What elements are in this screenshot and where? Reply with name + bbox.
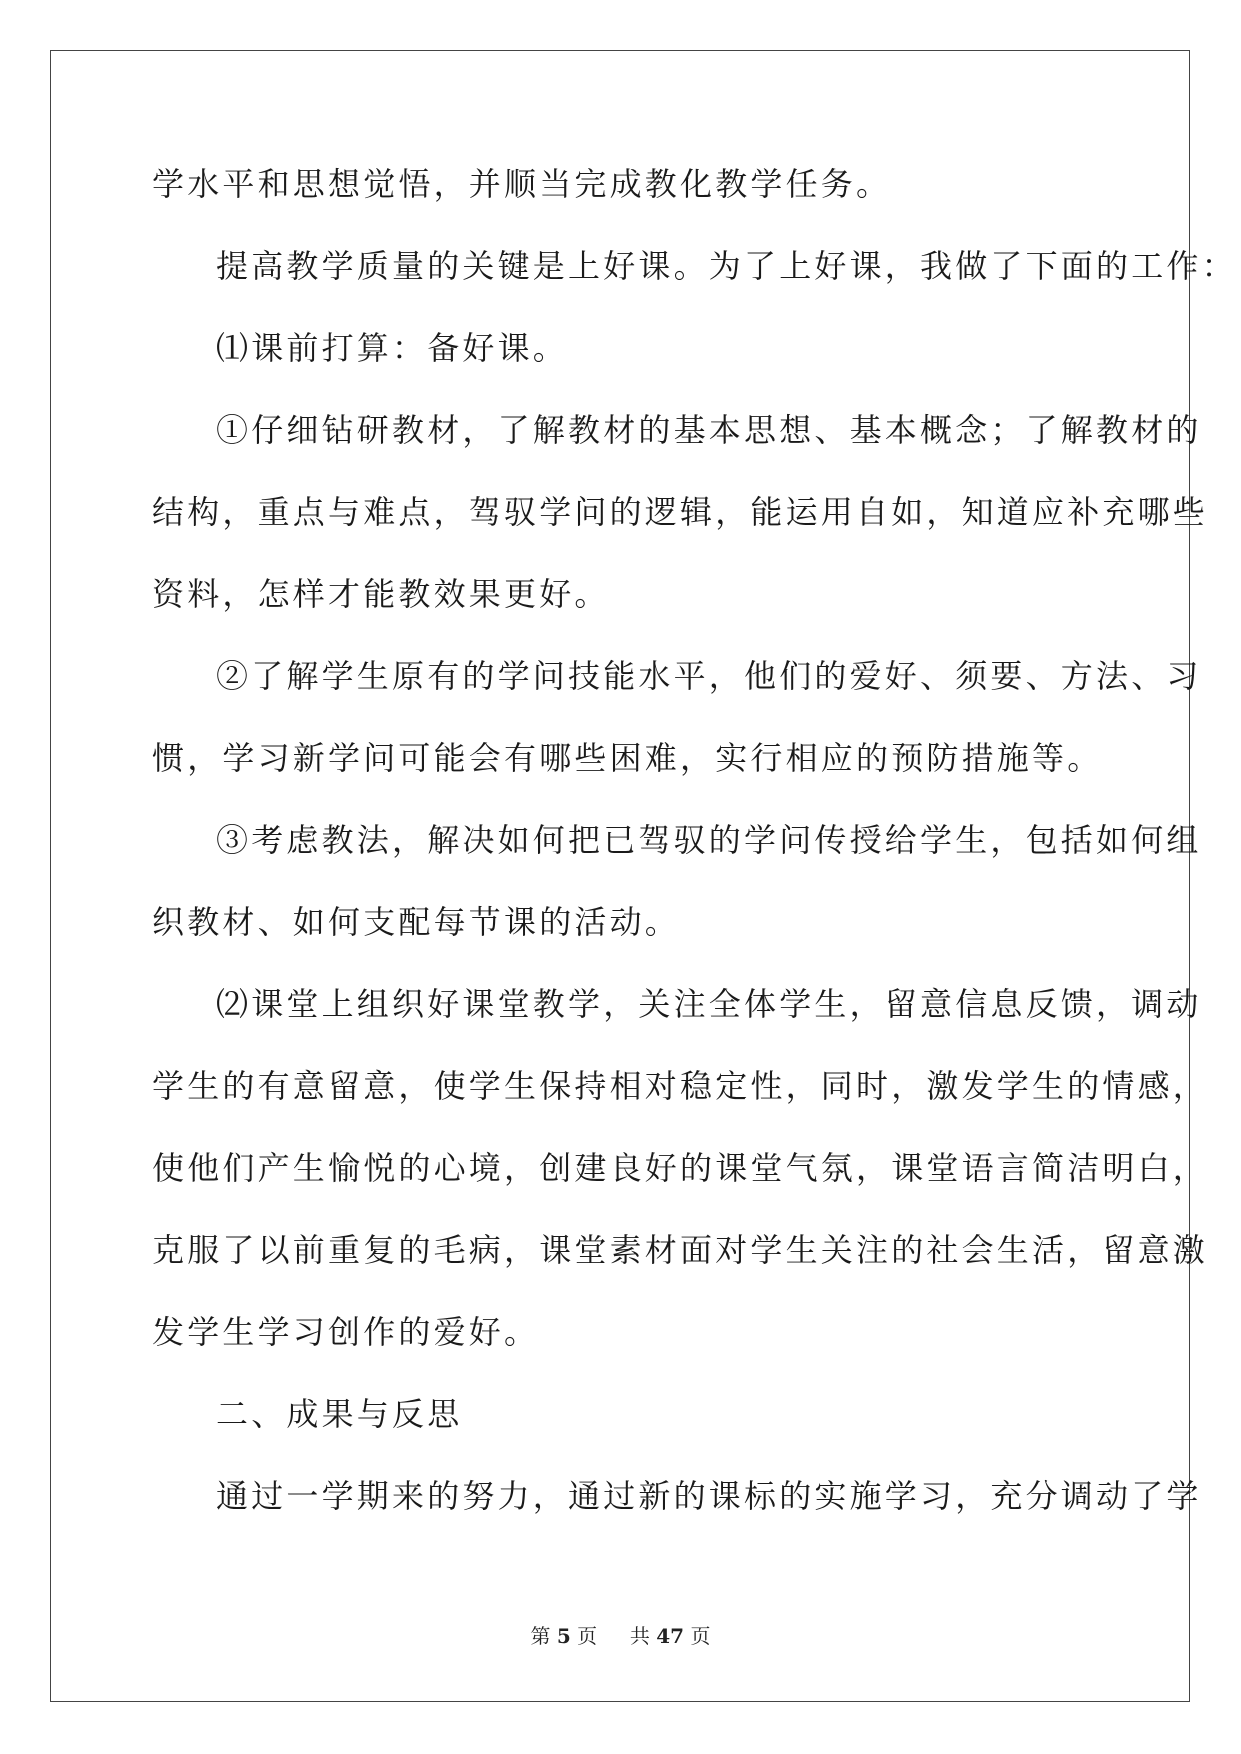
text-line: ⑵课堂上组织好课堂教学，关注全体学生，留意信息反馈，调动 <box>216 985 1202 1023</box>
total-suffix: 页 <box>690 1624 711 1648</box>
total-pages: 47 <box>656 1624 685 1648</box>
text-line: ⑴课前打算：备好课。 <box>216 329 569 367</box>
document-body <box>152 160 1237 1554</box>
text-line: 通过一学期来的努力，通过新的课标的实施学习，充分调动了学 <box>216 1477 1202 1515</box>
text-line: 发学生学习创作的爱好。 <box>152 1313 540 1351</box>
page-prefix: 第 <box>530 1624 551 1648</box>
page-suffix: 页 <box>577 1624 598 1648</box>
text-line: 使他们产生愉悦的心境，创建良好的课堂气氛，课堂语言简洁明白， <box>152 1149 1209 1187</box>
page-footer <box>0 1620 1241 1649</box>
text-line: 学水平和思想觉悟，并顺当完成教化教学任务。 <box>152 165 892 203</box>
text-line: ①仔细钻研教材，了解教材的基本思想、基本概念；了解教材的 <box>216 411 1202 449</box>
section-heading: 二、成果与反思 <box>216 1395 463 1433</box>
text-line: 克服了以前重复的毛病，课堂素材面对学生关注的社会生活，留意激 <box>152 1231 1209 1269</box>
text-line: ③考虑教法，解决如何把已驾驭的学问传授给学生，包括如何组 <box>216 821 1202 859</box>
text-line: 惯，学习新学问可能会有哪些困难，实行相应的预防措施等。 <box>152 739 1103 777</box>
text-line: 提高教学质量的关键是上好课。为了上好课，我做了下面的工作： <box>216 247 1237 285</box>
text-line: ②了解学生原有的学问技能水平，他们的爱好、须要、方法、习 <box>216 657 1202 695</box>
text-line: 资料，怎样才能教效果更好。 <box>152 575 610 613</box>
text-line: 学生的有意留意，使学生保持相对稳定性，同时，激发学生的情感， <box>152 1067 1209 1105</box>
total-prefix: 共 <box>629 1624 650 1648</box>
page-number: 5 <box>556 1624 571 1648</box>
text-line: 结构，重点与难点，驾驭学问的逻辑，能运用自如，知道应补充哪些 <box>152 493 1209 531</box>
text-line: 织教材、如何支配每节课的活动。 <box>152 903 681 941</box>
